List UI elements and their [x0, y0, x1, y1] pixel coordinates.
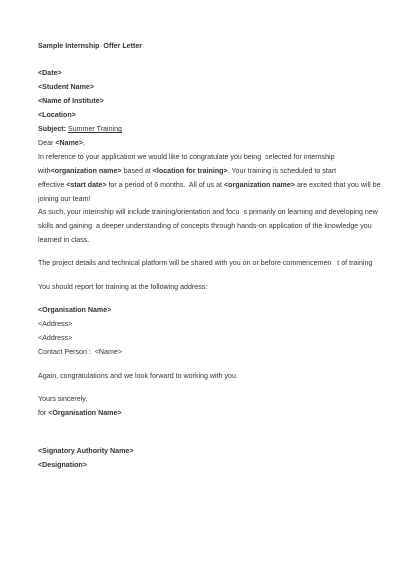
contact-person: Contact Person : <Name> — [38, 348, 122, 356]
closing-org-name: <Organisation Name> — [48, 409, 122, 417]
signatory-designation: <Designation> — [38, 461, 87, 469]
letter-title: Sample Internship Offer Letter — [38, 42, 143, 50]
address-line2: <Address> — [38, 334, 73, 342]
para1-line2 — [38, 167, 336, 176]
greeting-prefix: Dear — [38, 139, 56, 147]
subject-label: Subject: — [38, 125, 68, 133]
para1-l3-b: for a period of 6 months. All of us at — [106, 181, 224, 189]
para1-line4: joining our team! — [38, 195, 91, 203]
institute-placeholder: <Name of Institute> — [38, 97, 104, 105]
para3: The project details and technical platform will be shared with you on or before commencemen t of training — [38, 259, 373, 267]
para4: You should report for training at the following address: — [38, 283, 208, 291]
address-line1: <Address> — [38, 320, 73, 328]
para1-l2-loc: <location for training> — [152, 167, 228, 175]
para1-l2-c: . Your training is scheduled to start — [227, 167, 337, 175]
closing-for — [38, 409, 122, 418]
para2-line3: learned in class. — [38, 236, 90, 244]
greeting — [38, 139, 85, 148]
student-name-placeholder: <Student Name> — [38, 83, 94, 91]
para1-l3-date: <start date> — [66, 181, 107, 189]
para2-line2: skills and gaining a deeper understanding of concepts through hands-on application of the knowledge you — [38, 222, 372, 230]
greeting-suffix: , — [82, 139, 85, 147]
para1-l2-a: with — [38, 167, 51, 175]
para2-line1: As such, your internship will include training/orientation and focu s primarily on learning and developing new — [38, 208, 378, 216]
para1-l2-org: <organization name> — [50, 167, 122, 175]
signatory-name: <Signatory Authority Name> — [38, 447, 134, 455]
para1-l3-org: <organization name> — [224, 181, 295, 189]
para1-l3-a: effective — [38, 181, 67, 189]
closing-for-prefix: for — [38, 409, 49, 417]
date-placeholder: <Date> — [38, 69, 62, 77]
para1-line1: In reference to your application we would like to congratulate you being selected for internship — [38, 153, 335, 161]
para1-l2-b: based at — [121, 167, 153, 175]
para5: Again, congratulations and we look forward to working with you. — [38, 372, 238, 380]
location-placeholder: <Location> — [38, 111, 76, 119]
subject-value: Summer Training — [67, 125, 122, 133]
closing-sincerely: Yours sincerely, — [38, 395, 88, 403]
para1-line3 — [38, 181, 381, 190]
subject-line — [38, 125, 122, 134]
address-org-name: <Organisation Name> — [38, 306, 112, 314]
greeting-name: <Name> — [55, 139, 83, 147]
para1-l3-c: are excited that you will be — [294, 181, 381, 189]
